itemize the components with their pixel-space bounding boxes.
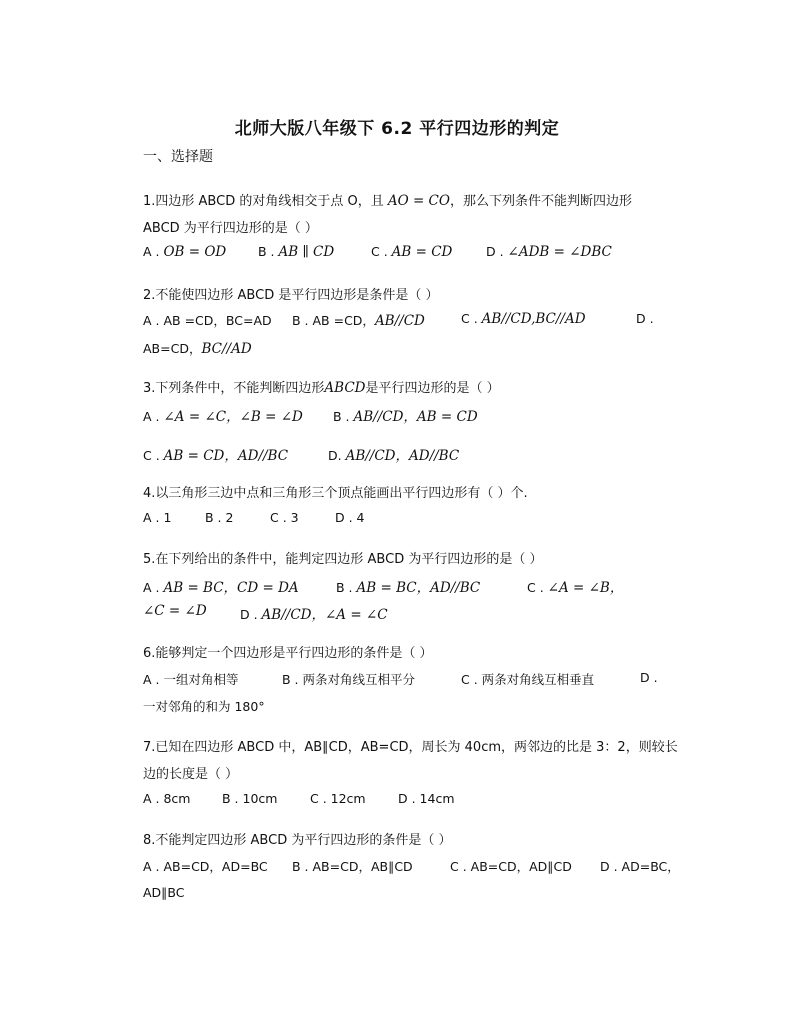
question-4-options bbox=[0, 510, 794, 530]
q5-option-c: C . ∠A = ∠B， bbox=[527, 580, 624, 596]
question-2-stem: 2.不能使四边形 ABCD 是平行四边形是条件是（ ） bbox=[143, 288, 439, 303]
q4-option-a: A . 1 bbox=[143, 510, 172, 525]
q3-option-b: B . AB//CD，AB = CD bbox=[333, 409, 478, 425]
q4-option-b: B . 2 bbox=[205, 510, 234, 525]
q8-option-c: C . AB=CD，AD∥CD bbox=[450, 859, 572, 874]
question-5-stem: 5.在下列给出的条件中，能判定四边形 ABCD 为平行四边形的是（ ） bbox=[143, 552, 543, 567]
question-6-options bbox=[0, 670, 794, 690]
q4-option-c: C . 3 bbox=[270, 510, 299, 525]
q8-option-d-cont: AD∥BC bbox=[143, 885, 185, 900]
q3-option-c: C . AB = CD，AD//BC bbox=[143, 448, 289, 464]
q2-option-a: A . AB =CD，BC=AD bbox=[143, 313, 272, 328]
question-8-stem: 8.不能判定四边形 ABCD 为平行四边形的条件是（ ） bbox=[143, 833, 452, 848]
question-7-stem-line2: 边的长度是（ ） bbox=[143, 767, 239, 782]
q6-option-a: A . 一组对角相等 bbox=[143, 672, 239, 687]
q4-option-d: D . 4 bbox=[335, 510, 365, 525]
question-8-options bbox=[0, 857, 794, 877]
section-heading: 一、选择题 bbox=[143, 149, 213, 165]
question-3-stem: 3.下列条件中，不能判断四边形ABCD是平行四边形的是（ ） bbox=[143, 380, 500, 396]
question-3-options-line2 bbox=[0, 444, 794, 464]
question-2-options-line2 bbox=[0, 339, 794, 359]
q2-option-d-cont: AB=CD，BC//AD bbox=[143, 341, 252, 357]
question-4-stem: 4.以三角形三边中点和三角形三个顶点能画出平行四边形有（ ）个. bbox=[143, 486, 528, 501]
q8-option-a: A . AB=CD，AD=BC bbox=[143, 859, 268, 874]
question-2-options bbox=[0, 311, 794, 331]
q6-option-d: D . bbox=[640, 670, 658, 685]
q2-option-b: B . AB =CD，AB//CD bbox=[292, 313, 425, 329]
q1-stem-math: AO = CO bbox=[387, 193, 450, 209]
question-1-stem-line2: ABCD 为平行四边形的是（ ） bbox=[143, 221, 318, 236]
question-3-options-line1 bbox=[0, 405, 794, 425]
question-7-options bbox=[0, 791, 794, 811]
q5-option-d: D . AB//CD，∠A = ∠C bbox=[240, 607, 388, 623]
question-6-options-line2 bbox=[0, 697, 794, 717]
q1-stem-text: 1.四边形 ABCD 的对角线相交于点 O，且 bbox=[143, 194, 388, 209]
q7-option-c: C . 12cm bbox=[310, 791, 366, 806]
q5-option-c-cont: ∠C = ∠D bbox=[143, 603, 207, 619]
q1-stem-tail: ，那么下列条件不能判断四边形 bbox=[449, 194, 632, 209]
q6-option-c: C . 两条对角线互相垂直 bbox=[461, 672, 595, 687]
q2-option-c: C . AB//CD,BC//AD bbox=[461, 311, 586, 327]
question-8-options-line2 bbox=[0, 885, 794, 905]
question-1-options bbox=[0, 244, 794, 264]
question-6-stem: 6.能够判定一个四边形是平行四边形的条件是（ ） bbox=[143, 646, 433, 661]
q1-option-b: B . AB ∥ CD bbox=[258, 244, 335, 260]
page-title: 北师大版八年级下 6.2 平行四边形的判定 bbox=[234, 119, 560, 139]
question-5-options-line1 bbox=[0, 576, 794, 596]
question-7-stem: 7.已知在四边形 ABCD 中，AB∥CD，AB=CD，周长为 40cm，两邻边的比是 3：2，则较长 bbox=[143, 740, 678, 755]
q6-option-b: B . 两条对角线互相平分 bbox=[282, 672, 415, 687]
q8-option-d: D . AD=BC， bbox=[600, 859, 680, 874]
q1-option-a: A . OB = OD bbox=[143, 244, 227, 260]
q7-option-a: A . 8cm bbox=[143, 791, 191, 806]
q1-option-d: D . ∠ADB = ∠DBC bbox=[486, 244, 612, 260]
q3-option-a: A . ∠A = ∠C，∠B = ∠D bbox=[143, 409, 303, 425]
q3-option-d: D. AB//CD，AD//BC bbox=[328, 448, 460, 464]
q5-option-a: A . AB = BC，CD = DA bbox=[143, 580, 299, 596]
q8-option-b: B . AB=CD，AB∥CD bbox=[292, 859, 413, 874]
question-1-stem bbox=[143, 190, 632, 209]
q2-option-d: D . bbox=[636, 311, 654, 326]
q6-option-d-cont: 一对邻角的和为 180° bbox=[143, 699, 265, 714]
q7-option-b: B . 10cm bbox=[222, 791, 278, 806]
question-5-options-line2 bbox=[0, 603, 794, 623]
q5-option-b: B . AB = BC，AD//BC bbox=[336, 580, 481, 596]
q1-option-c: C . AB = CD bbox=[371, 244, 453, 260]
q7-option-d: D . 14cm bbox=[398, 791, 455, 806]
